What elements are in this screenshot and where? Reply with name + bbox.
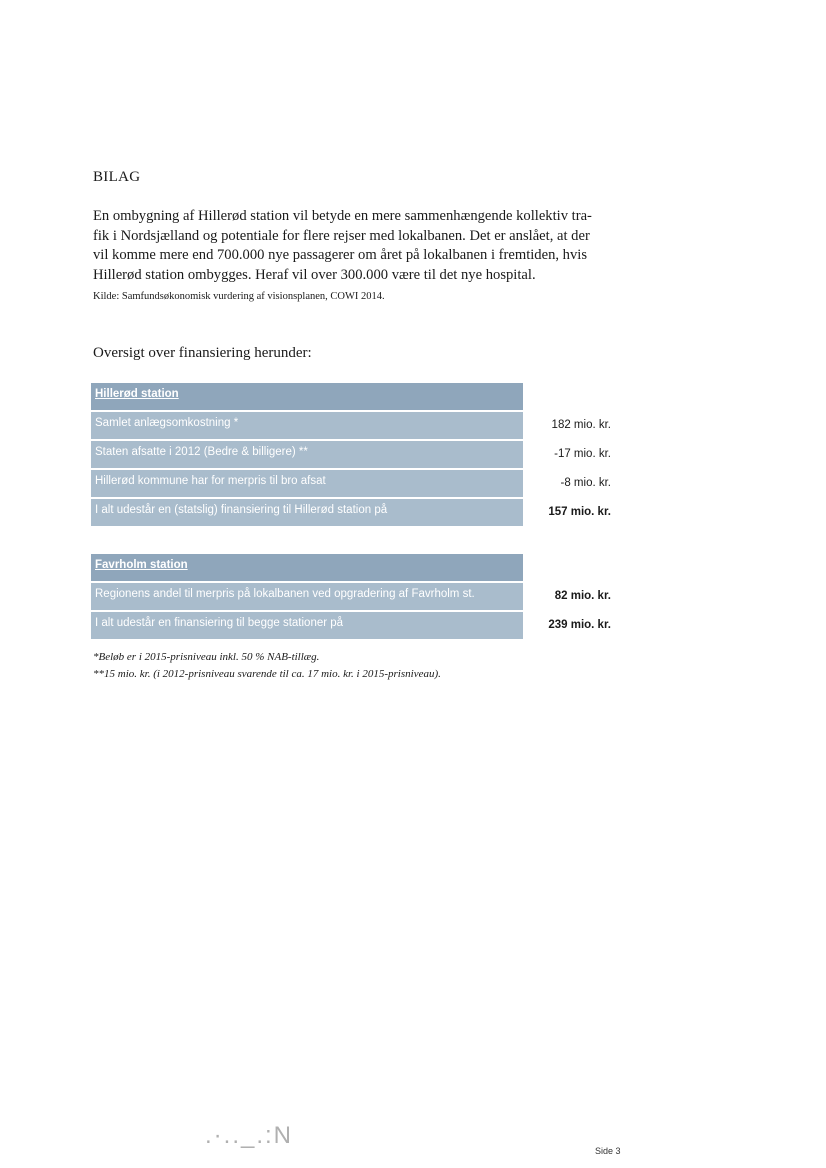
table-row-total — [91, 499, 631, 526]
paragraph-line: vil komme mere end 700.000 nye passagerer om året på lokalbanen i fremtiden, hvis — [93, 247, 588, 263]
row-value: 239 mio. kr. — [548, 619, 611, 631]
paragraph-line: Hillerød station ombygges. Heraf vil over 300.000 være til det nye hospital. — [93, 266, 536, 283]
paragraph-line: En ombygning af Hillerød station vil betyde en mere sammenhængende kollektiv tra- — [93, 208, 592, 224]
footnote: *Beløb er i 2015-prisniveau inkl. 50 % NAB-tillæg. — [93, 651, 320, 663]
overview-title: Oversigt over finansiering herunder: — [93, 345, 312, 361]
row-label: I alt udestår en finansiering til begge stationer på — [91, 612, 523, 639]
row-label: I alt udestår en (statslig) finansiering til Hillerød station på — [91, 499, 523, 526]
table-row — [91, 583, 631, 610]
hillerod-table — [91, 383, 631, 528]
intro-paragraph — [93, 207, 633, 285]
table-row-total — [91, 612, 631, 639]
footnote: **15 mio. kr. (i 2012-prisniveau svarende til ca. 17 mio. kr. i 2015-prisniveau). — [93, 668, 441, 680]
table-header-row — [91, 383, 631, 410]
row-value: 182 mio. kr. — [551, 419, 611, 431]
table-row — [91, 470, 631, 497]
table-header: Hillerød station — [91, 383, 523, 410]
table-header-row — [91, 554, 631, 581]
row-value: -17 mio. kr. — [554, 448, 611, 460]
scan-artifact-mark: .·.._.:N — [205, 1122, 294, 1149]
row-value: -8 mio. kr. — [560, 477, 611, 489]
page-number: Side 3 — [595, 1146, 621, 1156]
row-label: Samlet anlægsomkostning * — [91, 412, 523, 439]
row-value: 157 mio. kr. — [548, 506, 611, 518]
row-label: Regionens andel til merpris på lokalbanen ved opgradering af Favrholm st. — [91, 583, 523, 610]
source-citation: Kilde: Samfundsøkonomisk vurdering af visionsplanen, COWI 2014. — [93, 291, 385, 302]
row-value: 82 mio. kr. — [554, 590, 611, 602]
paragraph-line: fik i Nordsjælland og potentiale for flere rejser med lokalbanen. Det er anslået, at der — [93, 227, 590, 244]
row-label: Staten afsatte i 2012 (Bedre & billigere) ** — [91, 441, 523, 468]
footnotes — [93, 649, 441, 683]
row-label: Hillerød kommune har for merpris til bro afsat — [91, 470, 523, 497]
favrholm-table — [91, 554, 631, 641]
table-row — [91, 441, 631, 468]
table-header: Favrholm station — [91, 554, 523, 581]
page-heading: BILAG — [93, 169, 141, 185]
table-row — [91, 412, 631, 439]
